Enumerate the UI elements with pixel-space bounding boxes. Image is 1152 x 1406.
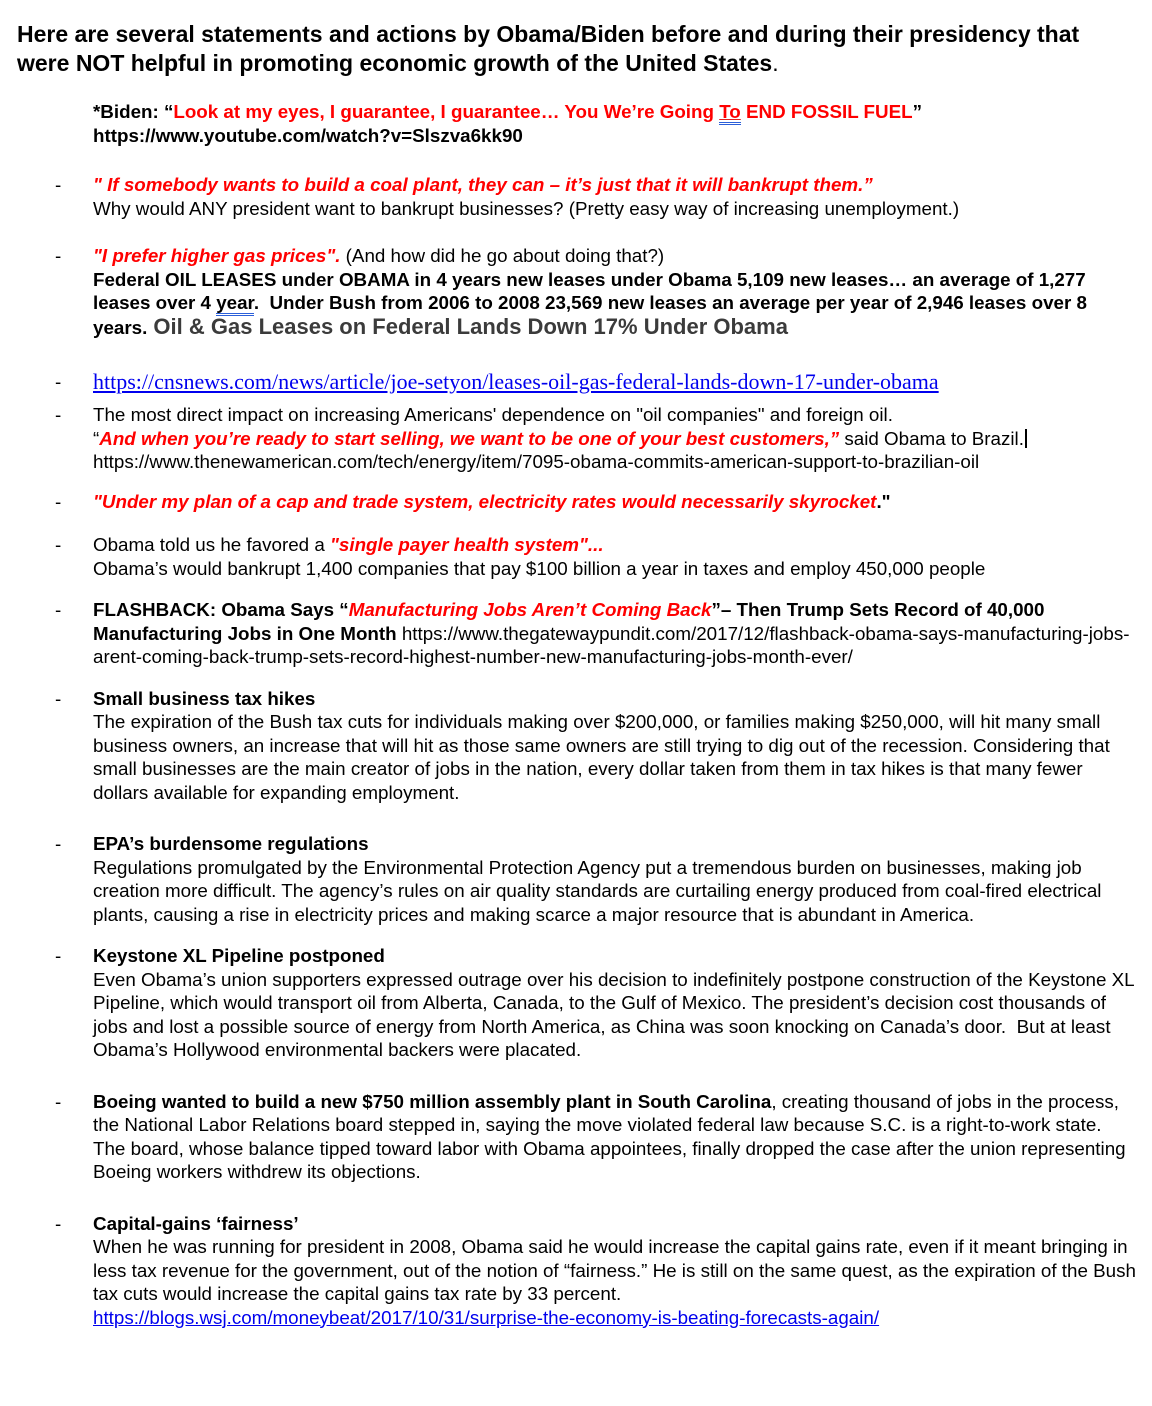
document-page bbox=[0, 20, 1152, 1406]
gas-prices-item bbox=[93, 244, 1136, 339]
text-segment-1-4: ” bbox=[912, 101, 922, 122]
text-segment-1-6: https://www.youtube.com/watch?v=Slszva6kk90 bbox=[93, 124, 523, 146]
text-segment-11-2: Even Obama’s union supporters expressed outrage over his decision to indefinitely postpone construction of the Keystone XL Pipeline, which would transport oil from Alberta, Canada, to the Gulf of Mexico. The president’s decision cost thousands of jobs and lost a possible source of energy from North America, as China was soon knocking on Canada’s door. But at least Obama’s Hollywood environmental backers were placated. bbox=[93, 968, 1140, 1060]
flashback-item bbox=[93, 598, 1136, 669]
text-segment-11-0: Keystone XL Pipeline postponed bbox=[93, 945, 385, 966]
epa-regulations-item bbox=[93, 832, 1136, 926]
text-segment-7-0: Obama told us he favored a bbox=[93, 534, 330, 555]
text-segment-0-1: . bbox=[772, 50, 779, 76]
text-segment-3-4: year bbox=[216, 292, 254, 316]
text-segment-8-2: ”– Then Trump Sets Record of 40,000 Manufacturing Jobs in One Month bbox=[93, 599, 1050, 644]
text-segment-3-5: . Under Bush from 2006 to 2008 23,569 new leases an average per year of 2,946 leases over 8 years. bbox=[93, 292, 1093, 338]
text-segment-1-1: Look at my eyes, I guarantee, I guarantee… You We’re Going bbox=[173, 101, 720, 122]
text-segment-5-7: https://www.thenewamerican.com/tech/energy/item/7095-obama-commits-american-support-to-brazilian-oil bbox=[93, 451, 980, 472]
text-segment-9-0: Small business tax hikes bbox=[93, 687, 316, 709]
text-segment-7-1: "single payer health system"... bbox=[330, 534, 604, 555]
text-segment-3-3: Federal OIL LEASES under OBAMA in 4 years new leases under Obama 5,109 new leases… an average of 1,277 leases over 4 bbox=[93, 268, 1091, 313]
cap-and-trade-item bbox=[93, 490, 1136, 514]
capital-gains-item bbox=[93, 1212, 1142, 1330]
text-segment-5-2: “ bbox=[93, 427, 100, 449]
text-segment-1-2: To bbox=[719, 101, 741, 125]
cnsnews-hyperlink[interactable]: https://cnsnews.com/news/article/joe-setyon/leases-oil-gas-federal-lands-down-17-under-obama bbox=[93, 369, 939, 394]
text-segment-8-3: https://www.thegatewaypundit.com/2017/12/flashback-obama-says-manufacturing-jobs-arent-coming-back-trump-sets-record-highest-number-new-manufacturing-jobs-month-ever/ bbox=[93, 622, 1130, 667]
text-segment-8-1: Manufacturing Jobs Aren’t Coming Back bbox=[348, 599, 712, 620]
boeing-item bbox=[93, 1090, 1136, 1184]
text-segment-3-1: (And how did he go about doing that?) bbox=[340, 245, 665, 266]
text-segment-6-1: ." bbox=[876, 490, 891, 512]
text-segment-3-6: Oil & Gas Leases on Federal Lands Down 17% Under Obama bbox=[147, 313, 788, 339]
text-segment-9-2: The expiration of the Bush tax cuts for individuals making over $200,000, or families making $250,000, will hit many small business owners, an increase that will hit as those same owners are still trying to dig out of the recession. Considering that small businesses are the main creator of jobs in the nation, every dollar taken from them in tax hikes is that many fewer dollars available for expanding employment. bbox=[93, 711, 1116, 803]
single-payer-item bbox=[93, 533, 1136, 580]
text-segment-7-3: Obama’s would bankrupt 1,400 companies that pay $100 billion a year in taxes and employ 450,000 people bbox=[93, 557, 986, 579]
text-segment-5-3: And when you’re ready to start selling, we want to be one of your best customers,” bbox=[99, 427, 840, 449]
text-segment-10-2: Regulations promulgated by the Environmental Protection Agency put a tremendous burden on businesses, making job creation more difficult. The agency’s rules on air quality standards are curtailing energy produced from coal-fired electrical plants, causing a rise in electricity prices and making scarce a major resource that is abundant in America. bbox=[93, 856, 1107, 925]
keystone-item bbox=[93, 944, 1140, 1062]
text-segment-10-0: EPA’s burdensome regulations bbox=[93, 833, 369, 854]
text-segment-13-0: Capital-gains ‘fairness’ bbox=[93, 1212, 299, 1234]
biden-fossil-fuel-item bbox=[93, 100, 1136, 147]
oil-dependence-item bbox=[93, 403, 1136, 474]
text-segment-6-0: "Under my plan of a cap and trade system, electricity rates would necessarily skyrocket bbox=[93, 490, 877, 512]
text-segment-12-1: , creating thousand of jobs in the process, the National Labor Relations board stepped in, saying the move violated federal law because S.C. is a right-to-work state. The board, whose balance tipped toward labor with Obama appointees, finally dropped the case after the union representing Boeing workers withdrew its objections. bbox=[93, 1090, 1131, 1182]
cnsnews-link-item bbox=[93, 365, 1136, 400]
coal-plant-item bbox=[93, 173, 1136, 220]
text-segment-13-2: When he was running for president in 2008, Obama said he would increase the capital gains rate, even if it meant bringing in less tax revenue for the government, out of the notion of “fairness.” He is still on the same quest, as the expiration of the Bush tax cuts would increase the capital gains tax rate by 33 percent. bbox=[93, 1236, 1142, 1304]
text-segment-0-0: Here are several statements and actions by Obama/Biden before and during their presidency that were NOT helpful in promoting economic growth of the United States bbox=[17, 21, 1086, 76]
text-segment-2-0: " If somebody wants to build a coal plant, they can – it’s just that it will bankrupt them.” bbox=[93, 174, 873, 195]
text-segment-1-0: *Biden: “ bbox=[93, 101, 174, 122]
text-segment-5-0: The most direct impact on increasing Americans' dependence on "oil companies" and foreign oil. bbox=[93, 404, 893, 425]
text-segment-12-0: Boeing wanted to build a new $750 million assembly plant in South Carolina bbox=[93, 1090, 772, 1112]
wsj-hyperlink[interactable]: https://blogs.wsj.com/moneybeat/2017/10/31/surprise-the-economy-is-beating-forecasts-again/ bbox=[93, 1306, 880, 1328]
title-heading bbox=[17, 20, 1118, 78]
text-segment-5-4: said Obama to Brazil. bbox=[839, 427, 1024, 449]
text-segment-2-2: Why would ANY president want to bankrupt businesses? (Pretty easy way of increasing unemployment.) bbox=[93, 197, 960, 219]
document-blocks bbox=[0, 20, 1152, 1329]
small-business-item bbox=[93, 687, 1136, 805]
text-segment-3-0: "I prefer higher gas prices". bbox=[93, 245, 341, 266]
text-segment-8-0: FLASHBACK: Obama Says “ bbox=[93, 599, 349, 620]
text-cursor bbox=[1025, 429, 1027, 448]
text-segment-1-3: END FOSSIL FUEL bbox=[740, 101, 913, 122]
